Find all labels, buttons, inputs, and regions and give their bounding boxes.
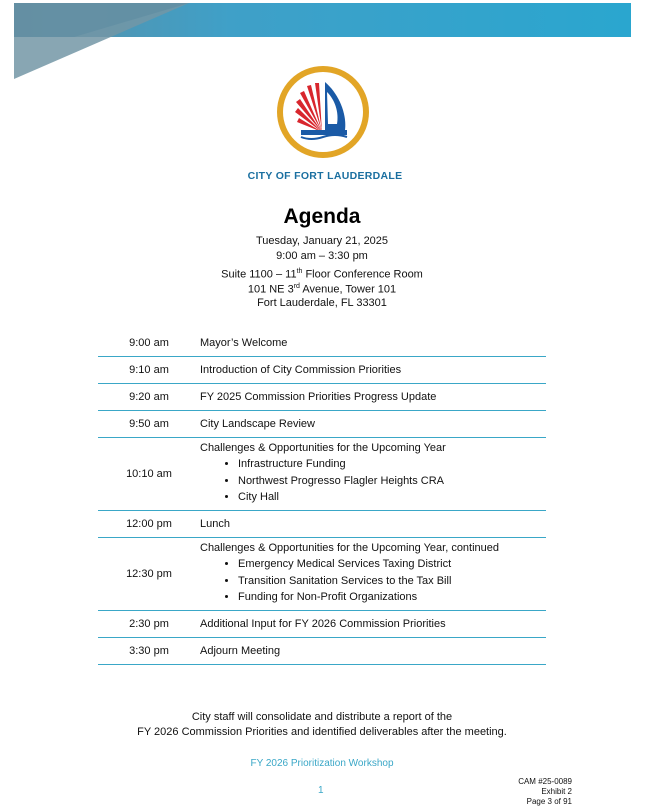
- address-superscript: rd: [293, 283, 300, 290]
- cam-reference: [518, 777, 572, 807]
- agenda-subitem: • City Hall: [238, 489, 546, 506]
- agenda-item: [200, 437, 546, 510]
- agenda-table: [98, 331, 546, 665]
- footer-note-line: FY 2026 Commission Priorities and identified deliverables after the meeting.: [137, 726, 507, 738]
- location-text: Suite 1100 – 11: [221, 268, 297, 281]
- agenda-item: Mayor’s Welcome: [200, 331, 546, 356]
- agenda-subitem: • Funding for Non-Profit Organizations: [238, 589, 546, 606]
- agenda-row: [98, 331, 546, 356]
- agenda-row: [98, 410, 546, 437]
- agenda-subitems: [200, 456, 546, 506]
- agenda-subitem: • Transition Sanitation Services to the Tax Bill: [238, 573, 546, 590]
- agenda-time: 12:00 pm: [98, 510, 200, 537]
- meeting-city-line: Fort Lauderdale, FL 33301: [257, 297, 387, 309]
- agenda-row: [98, 637, 546, 664]
- agenda-time: 9:00 am: [98, 331, 200, 356]
- page-number: 1: [318, 785, 324, 796]
- agenda-item: Lunch: [200, 510, 546, 537]
- agenda-time: 3:30 pm: [98, 637, 200, 664]
- agenda-item: Introduction of City Commission Priorities: [200, 356, 546, 383]
- footer-note-line: City staff will consolidate and distribute a report of the: [191, 711, 453, 723]
- agenda-item: [200, 537, 546, 610]
- agenda-time: 9:20 am: [98, 383, 200, 410]
- meeting-date: Tuesday, January 21, 2025: [255, 235, 389, 247]
- location-text-end: Floor Conference Room: [302, 268, 423, 281]
- address-text-end: Avenue, Tower 101: [299, 283, 397, 296]
- agenda-time: 10:10 am: [98, 437, 200, 510]
- agenda-item: FY 2025 Commission Priorities Progress Update: [200, 383, 546, 410]
- city-name: CITY OF FORT LAUDERDALE: [247, 170, 403, 182]
- address-text: 101 NE 3: [247, 283, 294, 296]
- agenda-time: 9:50 am: [98, 410, 200, 437]
- agenda-item-title: Challenges & Opportunities for the Upcoming Year: [200, 442, 446, 455]
- agenda-time: 9:10 am: [98, 356, 200, 383]
- agenda-subitems: [200, 556, 546, 606]
- agenda-row: [98, 610, 546, 637]
- agenda-time: 2:30 pm: [98, 610, 200, 637]
- agenda-title: Agenda: [283, 205, 361, 228]
- meeting-location: [0, 268, 644, 281]
- agenda-row: [98, 537, 546, 610]
- agenda-row: [98, 356, 546, 383]
- meeting-time-range: 9:00 am – 3:30 pm: [276, 250, 368, 262]
- page-of-label: Page 3 of 91: [526, 797, 572, 806]
- agenda-row: [98, 510, 546, 537]
- agenda-row: [98, 383, 546, 410]
- agenda-time: 12:30 pm: [98, 537, 200, 610]
- header-corner-shape: [14, 3, 194, 79]
- city-seal-logo: [275, 64, 371, 160]
- agenda-item: Additional Input for FY 2026 Commission Priorities: [200, 610, 546, 637]
- location-superscript: th: [296, 268, 303, 275]
- agenda-subitem: • Northwest Progresso Flagler Heights CRA: [238, 473, 546, 490]
- footer-note: [0, 710, 644, 740]
- exhibit-label: Exhibit 2: [541, 787, 572, 796]
- agenda-item: Adjourn Meeting: [200, 637, 546, 664]
- agenda-subitem: • Infrastructure Funding: [238, 456, 546, 473]
- meeting-address: [0, 283, 644, 296]
- agenda-row: [98, 437, 546, 510]
- agenda-subitem: • Emergency Medical Services Taxing District: [238, 556, 546, 573]
- agenda-item: City Landscape Review: [200, 410, 546, 437]
- footer-workshop-title: FY 2026 Prioritization Workshop: [250, 758, 394, 769]
- agenda-item-title: Challenges & Opportunities for the Upcoming Year, continued: [200, 542, 500, 555]
- cam-number: CAM #25-0089: [518, 777, 572, 786]
